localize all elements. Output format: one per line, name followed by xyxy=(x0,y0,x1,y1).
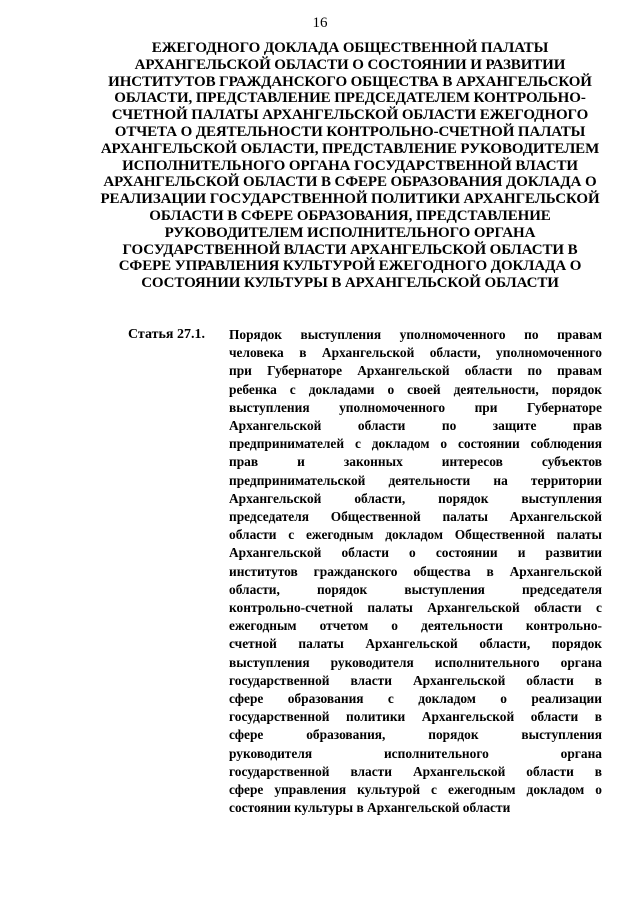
article-line: государственной власти Архангельской области в xyxy=(229,763,602,779)
article-line: ежегодным отчетом о деятельности контрольно- xyxy=(229,618,602,634)
heading-line: ИСПОЛНИТЕЛЬНОГО ОРГАНА ГОСУДАРСТВЕННОЙ ВЛАСТИ xyxy=(122,157,578,174)
article-line: области, порядок выступления председателя xyxy=(229,581,602,597)
article-line: сфере образования с докладом о реализации xyxy=(229,691,602,707)
article-line: состоянии культуры в Архангельской области xyxy=(229,800,511,816)
article-line: государственной власти Архангельской области в xyxy=(229,672,602,688)
heading-line: ОБЛАСТИ В СФЕРЕ ОБРАЗОВАНИЯ, ПРЕДСТАВЛЕНИЕ xyxy=(149,207,551,224)
heading-line: СЧЕТНОЙ ПАЛАТЫ АРХАНГЕЛЬСКОЙ ОБЛАСТИ ЕЖЕГОДНОГО xyxy=(111,107,589,124)
heading-line: ГОСУДАРСТВЕННОЙ ВЛАСТИ АРХАНГЕЛЬСКОЙ ОБЛАСТИ В xyxy=(122,241,578,258)
article-line: счетной палаты Архангельской области, порядок xyxy=(229,636,602,652)
article-line: выступления уполномоченного при Губернаторе xyxy=(229,399,602,415)
article-line: руководителя исполнительного органа xyxy=(229,745,602,761)
article-line: Архангельской области по защите прав xyxy=(229,418,602,434)
section-heading xyxy=(92,40,608,292)
article-line: институтов гражданского общества в Архангельской xyxy=(229,563,602,579)
article-line: сфере образования, порядок выступления xyxy=(229,727,602,743)
page-number: 16 xyxy=(312,15,328,31)
heading-line: АРХАНГЕЛЬСКОЙ ОБЛАСТИ О СОСТОЯНИИ И РАЗВИТИИ xyxy=(134,56,566,73)
article-line: выступления руководителя исполнительного органа xyxy=(229,654,602,670)
article-line: предпринимателей с докладом о состоянии соблюдения xyxy=(229,436,602,452)
heading-line: ЕЖЕГОДНОГО ДОКЛАДА ОБЩЕСТВЕННОЙ ПАЛАТЫ xyxy=(151,40,549,56)
article-line: Архангельской области о состоянии и развитии xyxy=(229,545,602,561)
heading-line: АРХАНГЕЛЬСКОЙ ОБЛАСТИ В СФЕРЕ ОБРАЗОВАНИЯ ДОКЛАДА О xyxy=(103,174,597,191)
article-line: Порядок выступления уполномоченного по правам xyxy=(229,327,602,342)
article-line: прав и законных интересов субъектов xyxy=(229,454,602,470)
article-line: контрольно-счетной палаты Архангельской области с xyxy=(229,600,602,616)
heading-line: РЕАЛИЗАЦИИ ГОСУДАРСТВЕННОЙ ПОЛИТИКИ АРХАНГЕЛЬСКОЙ xyxy=(100,191,600,208)
article-line: ребенка с докладами о своей деятельности, порядок xyxy=(229,381,602,397)
article-title xyxy=(229,326,602,817)
article-line: предпринимательской деятельности на территории xyxy=(229,472,602,488)
heading-line: АРХАНГЕЛЬСКОЙ ОБЛАСТИ, ПРЕДСТАВЛЕНИЕ РУКОВОДИТЕЛЕМ xyxy=(100,140,600,157)
article-line: сфере управления культурой с ежегодным докладом о xyxy=(229,782,602,798)
heading-line: ОТЧЕТА О ДЕЯТЕЛЬНОСТИ КОНТРОЛЬНО-СЧЕТНОЙ ПАЛАТЫ xyxy=(114,123,586,140)
article-label: Статья 27.1. xyxy=(128,327,205,342)
heading-line: ИНСТИТУТОВ ГРАЖДАНСКОГО ОБЩЕСТВА В АРХАНГЕЛЬСКОЙ xyxy=(108,73,592,90)
article-line: при Губернаторе Архангельской области по правам xyxy=(229,363,602,379)
article-line: области с ежегодным докладом Общественной палаты xyxy=(229,527,602,543)
heading-line: ОБЛАСТИ, ПРЕДСТАВЛЕНИЕ ПРЕДСЕДАТЕЛЕМ КОНТРОЛЬНО- xyxy=(114,90,586,107)
article-line: человека в Архангельской области, уполномоченного xyxy=(229,345,602,361)
heading-line: СОСТОЯНИИ КУЛЬТУРЫ В АРХАНГЕЛЬСКОЙ ОБЛАСТИ xyxy=(141,275,559,292)
article-line: председателя Общественной палаты Архангельской xyxy=(229,509,602,525)
heading-line: СФЕРЕ УПРАВЛЕНИЯ КУЛЬТУРОЙ ЕЖЕГОДНОГО ДОКЛАДА О xyxy=(118,258,582,275)
article-line: государственной политики Архангельской области в xyxy=(229,709,602,725)
article-line: Архангельской области, порядок выступления xyxy=(229,490,602,506)
heading-line: РУКОВОДИТЕЛЕМ ИСПОЛНИТЕЛЬНОГО ОРГАНА xyxy=(164,224,536,241)
